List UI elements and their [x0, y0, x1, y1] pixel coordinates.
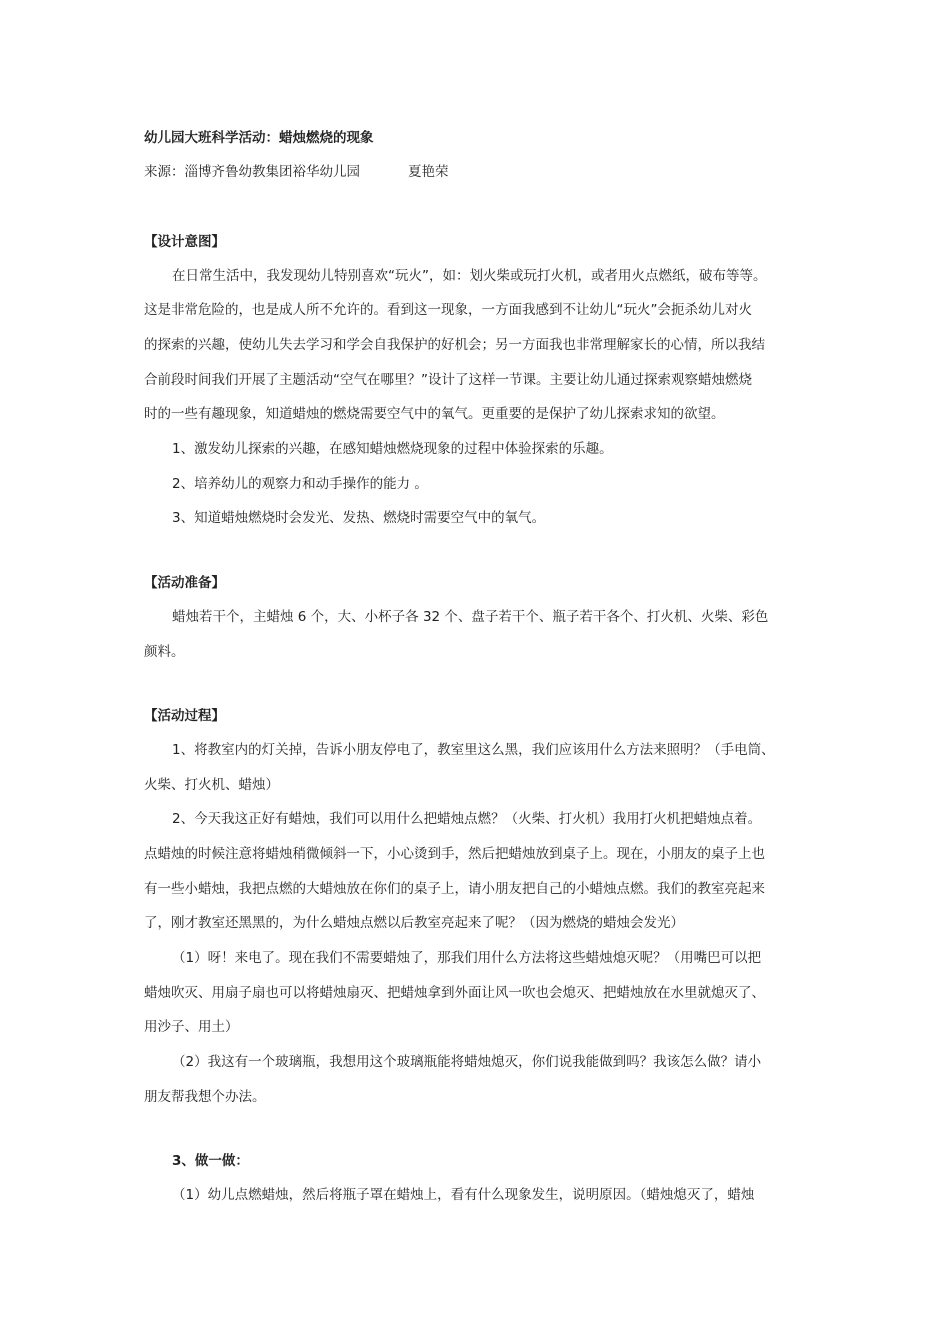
paragraph-line: （1）幼儿点燃蜡烛，然后将瓶子罩在蜡烛上，看有什么现象发生，说明原因。（蜡烛熄灭了，蜡烛 — [172, 1187, 755, 1203]
source-line — [144, 162, 814, 182]
paragraph-line: 2、今天我这正好有蜡烛，我们可以用什么把蜡烛点燃？（火柴、打火机）我用打火机把蜡烛点着。 — [172, 811, 762, 827]
paragraph-line: 用沙子、用土） — [144, 1019, 239, 1035]
paragraph-line: 朋友帮我想个办法。 — [144, 1089, 266, 1105]
paragraph-line: 点蜡烛的时候注意将蜡烛稍微倾斜一下，小心烫到手，然后把蜡烛放到桌子上。现在，小朋友的桌子上也 — [144, 846, 765, 862]
process-heading: 【活动过程】 — [144, 708, 225, 724]
paragraph-line: 的探索的兴趣，使幼儿失去学习和学会自我保护的好机会；另一方面我也非常理解家长的心情，所以我结 — [144, 337, 765, 353]
document-title: 幼儿园大班科学活动：蜡烛燃烧的现象 — [144, 130, 374, 146]
paragraph-line: 1、将教室内的灯关掉，告诉小朋友停电了，教室里这么黑，我们应该用什么方法来照明？（手电筒、 — [172, 742, 775, 758]
paragraph-line: 这是非常危险的，也是成人所不允许的。看到这一现象，一方面我感到不让幼儿“玩火”会扼杀幼儿对火 — [144, 302, 752, 318]
step3-heading: 3、做一做： — [172, 1153, 249, 1169]
paragraph-line: 在日常生活中，我发现幼儿特别喜欢“玩火”，如：划火柴或玩打火机，或者用火点燃纸，破布等等。 — [172, 268, 767, 284]
paragraph-line: 蜡烛吹灭、用扇子扇也可以将蜡烛扇灭、把蜡烛拿到外面让风一吹也会熄灭、把蜡烛放在水里就熄灭了、 — [144, 985, 765, 1001]
paragraph-line: （1）呀！来电了。现在我们不需要蜡烛了，那我们用什么方法将这些蜡烛熄灭呢？（用嘴巴可以把 — [172, 950, 762, 966]
source-author: 夏艳荣 — [408, 164, 449, 180]
goal-item: 3、知道蜡烛燃烧时会发光、发热、燃烧时需要空气中的氧气。 — [172, 510, 546, 526]
paragraph-line: 火柴、打火机、蜡烛） — [144, 777, 279, 793]
preparation-heading: 【活动准备】 — [144, 575, 225, 591]
goal-item: 1、激发幼儿探索的兴趣，在感知蜡烛燃烧现象的过程中体验探索的乐趣。 — [172, 441, 613, 457]
paragraph-line: 时的一些有趣现象，知道蜡烛的燃烧需要空气中的氧气。更重要的是保护了幼儿探索求知的欲望。 — [144, 406, 725, 422]
paragraph-line: 了，刚才教室还黑黑的，为什么蜡烛点燃以后教室亮起来了呢？（因为燃烧的蜡烛会发光） — [144, 915, 684, 931]
paragraph-line: 合前段时间我们开展了主题活动“空气在哪里？”设计了这样一节课。主要让幼儿通过探索观察蜡烛燃烧 — [144, 372, 752, 388]
design-intent-heading: 【设计意图】 — [144, 234, 225, 250]
goal-item: 2、培养幼儿的观察力和动手操作的能力 。 — [172, 476, 428, 492]
source-label: 来源：淄博齐鲁幼教集团裕华幼儿园 — [144, 164, 360, 180]
paragraph-line: 蜡烛若干个，主蜡烛 6 个，大、小杯子各 32 个、盘子若干个、瓶子若干各个、打火机、火柴、彩色 — [172, 609, 769, 625]
paragraph-line: （2）我这有一个玻璃瓶，我想用这个玻璃瓶能将蜡烛熄灭，你们说我能做到吗？我该怎么做？请小 — [172, 1054, 762, 1070]
paragraph-line: 颜料。 — [144, 644, 185, 660]
paragraph-line: 有一些小蜡烛，我把点燃的大蜡烛放在你们的桌子上，请小朋友把自己的小蜡烛点燃。我们的教室亮起来 — [144, 881, 765, 897]
